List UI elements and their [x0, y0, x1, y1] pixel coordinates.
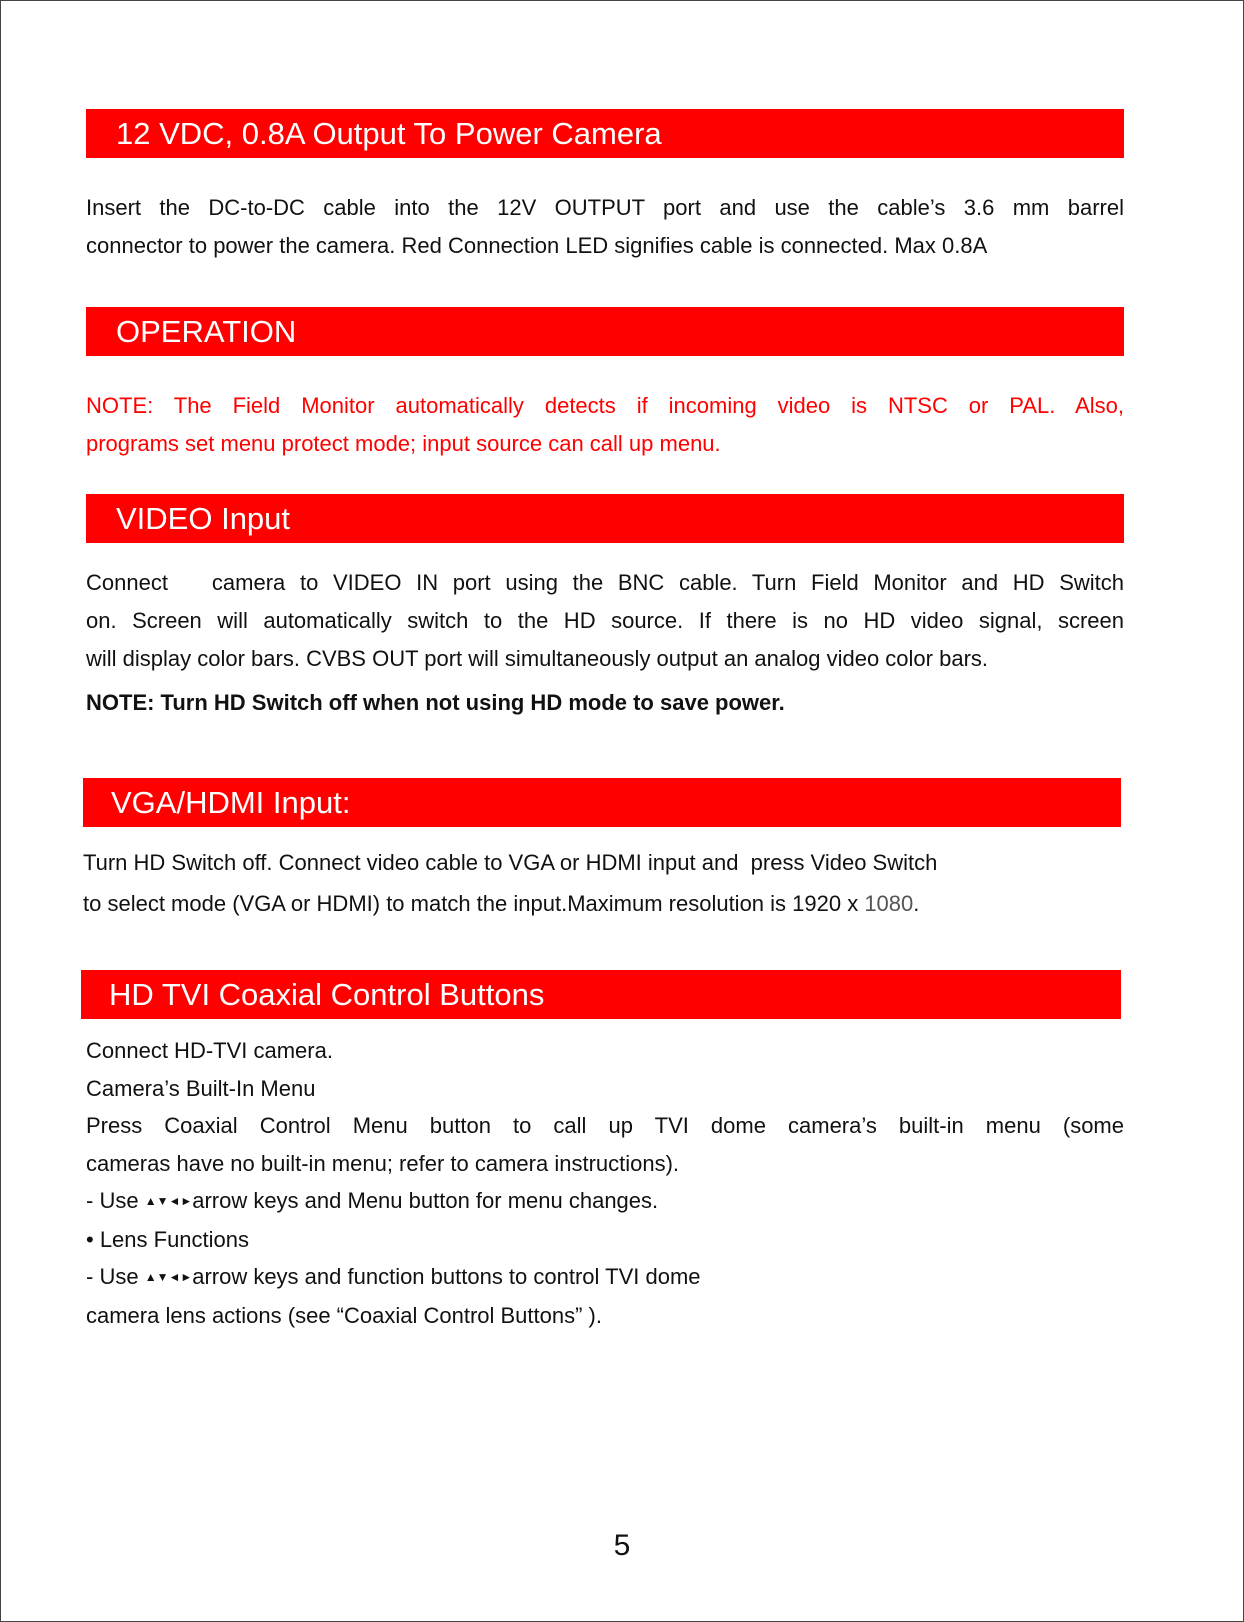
vga-hdmi-text [83, 844, 1121, 923]
section-header-operation: OPERATION [86, 307, 1124, 356]
power-output-text [86, 189, 1124, 265]
text-line: Camera’s Built-In Menu [86, 1075, 316, 1101]
text-line: Press Coaxial Control Menu button to call up TVI dome camera’s built-in menu (some [86, 1113, 1124, 1138]
text-line: will display color bars. CVBS OUT port will simultaneously output an analog video color bars. [86, 646, 989, 671]
text-line: connector to power the camera. Red Connection LED signifies cable is connected. Max 0.8A [86, 233, 988, 258]
arrow-keys-icon: ▲▼◄► [144, 1270, 193, 1284]
section-header-vga-hdmi: VGA/HDMI Input: [83, 778, 1121, 827]
operation-note [86, 387, 1124, 463]
text-line: • Lens Functions [86, 1226, 250, 1252]
text-line: arrow keys and Menu button for menu changes. [192, 1188, 659, 1213]
video-input-note: NOTE: Turn HD Switch off when not using HD mode to save power. [86, 690, 785, 715]
period: . [913, 891, 920, 916]
text-line: to select mode (VGA or HDMI) to match the input.Maximum resolution is 1920 x [83, 891, 865, 916]
video-input-text [86, 564, 1124, 722]
section-header-video-input: VIDEO Input [86, 494, 1124, 543]
section-header-hd-tvi: HD TVI Coaxial Control Buttons [81, 970, 1121, 1019]
hd-tvi-text [86, 1032, 1124, 1334]
section-header-power-output: 12 VDC, 0.8A Output To Power Camera [86, 109, 1124, 158]
text-line: Insert the DC-to-DC cable into the 12V OUTPUT port and use the cable’s 3.6 mm barrel [86, 195, 1124, 220]
text-line: - Use [86, 1264, 145, 1289]
text-line: - Use [86, 1188, 145, 1213]
text-line: arrow keys and function buttons to control TVI dome [192, 1264, 701, 1289]
page-number: 5 [613, 1529, 631, 1562]
text-line: Turn HD Switch off. Connect video cable to VGA or HDMI input and press Video Switch [83, 850, 938, 875]
text-line: camera lens actions (see “Coaxial Control Buttons” ). [86, 1302, 602, 1328]
arrow-keys-icon: ▲▼◄► [144, 1194, 193, 1208]
text-line: cameras have no built-in menu; refer to camera instructions). [86, 1150, 680, 1176]
resolution-value: 1080 [864, 891, 914, 916]
text-line: programs set menu protect mode; input source can call up menu. [86, 431, 721, 456]
text-line: on. Screen will automatically switch to the HD source. If there is no HD video signal, screen [86, 608, 1124, 633]
text-line: Connect HD-TVI camera. [86, 1038, 333, 1063]
text-line: Connect camera to VIDEO IN port using the BNC cable. Turn Field Monitor and HD Switch [86, 570, 1124, 595]
text-line: NOTE: The Field Monitor automatically detects if incoming video is NTSC or PAL. Also, [86, 393, 1124, 418]
